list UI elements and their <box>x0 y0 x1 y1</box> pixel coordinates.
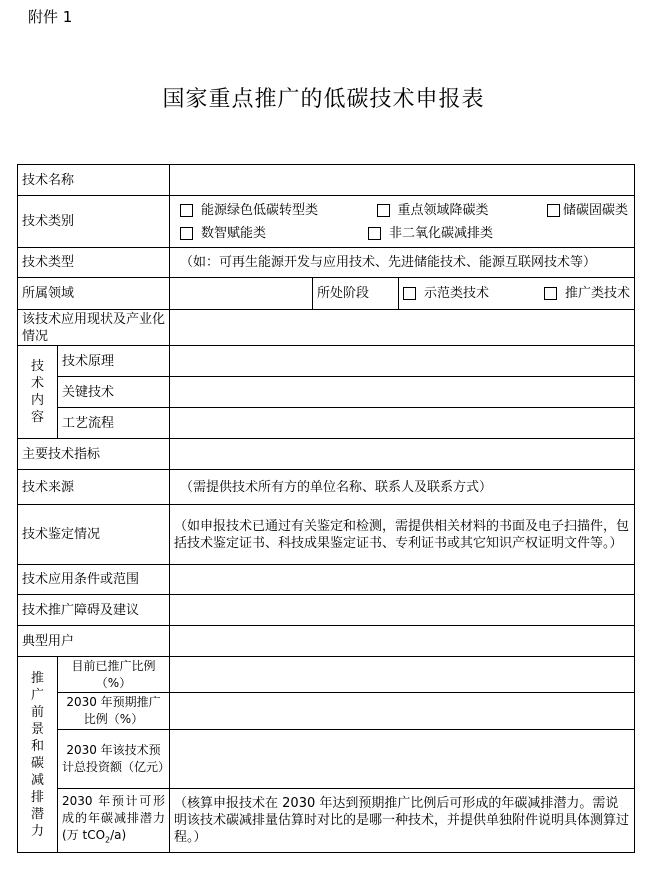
stage-label: 所处阶段 <box>313 278 399 310</box>
row-2030-investment <box>18 730 635 789</box>
field-label: 所属领域 <box>18 278 170 310</box>
row-2030-ratio <box>18 693 635 730</box>
tech-name-field[interactable] <box>170 165 635 196</box>
checkbox-icon <box>368 227 381 240</box>
typical-users-field[interactable] <box>170 626 635 657</box>
category-option-key-sectors[interactable]: 重点领域降碳类 <box>377 202 489 219</box>
checkbox-icon <box>180 204 193 217</box>
barriers-field[interactable] <box>170 595 635 626</box>
tech-category-label: 技术类别 <box>18 196 170 248</box>
row-current-ratio <box>18 657 635 693</box>
row-source <box>18 470 635 505</box>
row-tech-category <box>18 196 635 248</box>
appraisal-label: 技术鉴定情况 <box>18 505 170 565</box>
invest-2030-label: 2030 年该技术预计总投资额（亿元） <box>58 730 170 789</box>
stage-options <box>399 278 635 310</box>
application-form-table <box>17 164 635 853</box>
checkbox-icon <box>377 204 390 217</box>
row-process <box>18 408 635 439</box>
form-title: 国家重点推广的低碳技术申报表 <box>162 87 485 112</box>
attachment-label: 附件 1 <box>28 8 73 26</box>
category-option-storage[interactable]: 储碳固碳类 <box>547 202 628 219</box>
checkbox-icon <box>544 287 557 300</box>
tech-type-hint[interactable]: （如：可再生能源开发与应用技术、先进储能技术、能源互联网技术等） <box>170 248 635 278</box>
row-status <box>18 310 635 346</box>
potential-2030-hint[interactable]: （核算申报技术在 2030 年达到预期推广比例后可形成的年碳减排潜力。需说明该技术碳减排量估算时对比的是哪一种技术，并提供单独附件说明具体测算过程。） <box>170 789 635 853</box>
indicators-label: 主要技术指标 <box>18 439 170 470</box>
row-conditions <box>18 565 635 595</box>
appraisal-hint[interactable]: （如申报技术已通过有关鉴定和检测，需提供相关材料的书面及电子扫描件，包括技术鉴定证书、科技成果鉴定证书、专利证书或其它知识产权证明文件等。） <box>170 505 635 565</box>
row-principle <box>18 346 635 377</box>
row-field-stage <box>18 278 635 310</box>
category-option-non-co2[interactable]: 非二氧化碳减排类 <box>368 225 493 242</box>
source-label: 技术来源 <box>18 470 170 505</box>
status-field[interactable] <box>170 310 635 346</box>
stage-option-demo[interactable]: 示范类技术 <box>403 285 489 302</box>
checkbox-icon <box>180 227 193 240</box>
indicators-field[interactable] <box>170 439 635 470</box>
conditions-field[interactable] <box>170 565 635 595</box>
row-typical-users <box>18 626 635 657</box>
stage-option-promotion[interactable]: 推广类技术 <box>544 285 630 302</box>
ratio-2030-field[interactable] <box>170 693 635 730</box>
tech-content-group-label: 技 术 内 容 <box>18 346 58 439</box>
status-label: 该技术应用现状及产业化情况 <box>18 310 170 346</box>
key-tech-field[interactable] <box>170 377 635 408</box>
category-option-digital[interactable]: 数智赋能类 <box>180 225 350 242</box>
prospect-group-label: 推 广 前 景 和 碳 减 排 潜 力 <box>18 657 58 853</box>
row-2030-potential <box>18 789 635 853</box>
key-tech-label: 关键技术 <box>58 377 170 408</box>
ratio-2030-label: 2030 年预期推广比例（%） <box>58 693 170 730</box>
current-ratio-field[interactable] <box>170 657 635 693</box>
checkbox-icon <box>547 204 560 217</box>
row-appraisal <box>18 505 635 565</box>
field-input[interactable] <box>170 278 313 310</box>
tech-category-options <box>170 196 635 248</box>
row-key-tech <box>18 377 635 408</box>
principle-field[interactable] <box>170 346 635 377</box>
tech-name-label: 技术名称 <box>18 165 170 196</box>
invest-2030-field[interactable] <box>170 730 635 789</box>
tech-type-label: 技术类型 <box>18 248 170 278</box>
row-tech-name <box>18 165 635 196</box>
typical-users-label: 典型用户 <box>18 626 170 657</box>
current-ratio-label: 目前已推广比例（%） <box>58 657 170 693</box>
conditions-label: 技术应用条件或范围 <box>18 565 170 595</box>
row-tech-type <box>18 248 635 278</box>
potential-2030-label: 2030 年预计可形成的年碳减排潜力(万 tCO$_2$/a) <box>58 789 170 853</box>
process-field[interactable] <box>170 408 635 439</box>
row-barriers <box>18 595 635 626</box>
checkbox-icon <box>403 287 416 300</box>
row-indicators <box>18 439 635 470</box>
principle-label: 技术原理 <box>58 346 170 377</box>
source-hint[interactable]: （需提供技术所有方的单位名称、联系人及联系方式） <box>170 470 635 505</box>
barriers-label: 技术推广障碍及建议 <box>18 595 170 626</box>
category-option-energy[interactable]: 能源绿色低碳转型类 <box>180 202 318 219</box>
process-label: 工艺流程 <box>58 408 170 439</box>
